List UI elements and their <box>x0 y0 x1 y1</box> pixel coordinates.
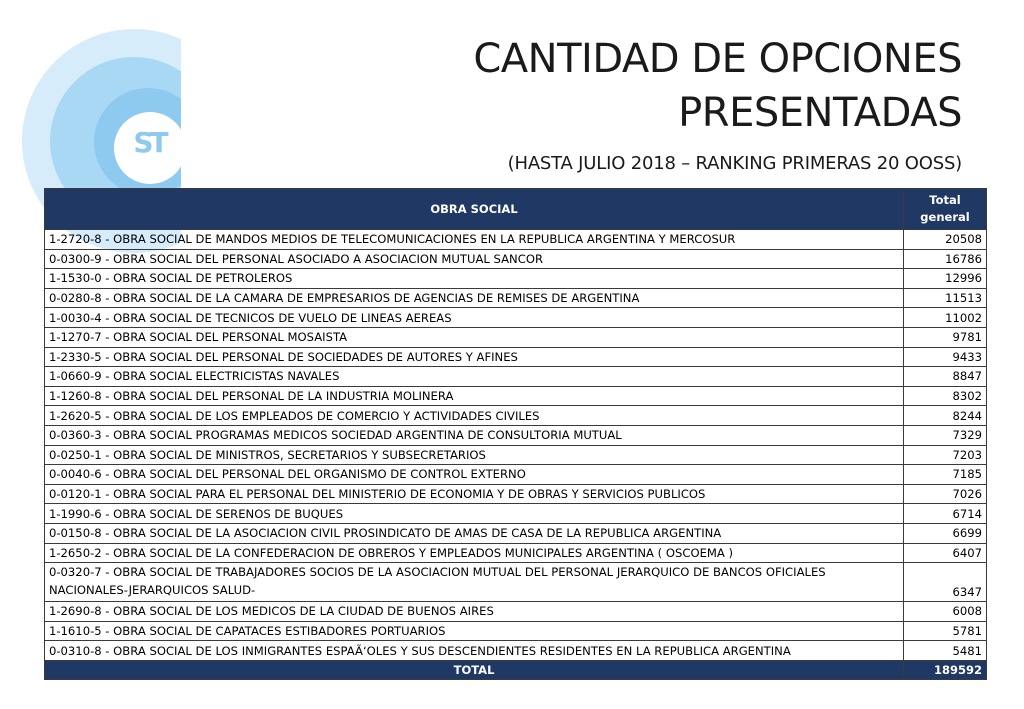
total-general-value: 6008 <box>904 602 987 622</box>
table-row <box>45 308 987 328</box>
table-row <box>45 386 987 406</box>
total-general-value: 7185 <box>904 465 987 485</box>
obra-social-name: 1-0660-9 - OBRA SOCIAL ELECTRICISTAS NAVALES <box>45 367 904 387</box>
table-row <box>45 484 987 504</box>
table-row <box>45 367 987 387</box>
table-row <box>45 327 987 347</box>
table-row <box>45 406 987 426</box>
total-general-value: 8244 <box>904 406 987 426</box>
total-general-value: 16786 <box>904 249 987 269</box>
table-row <box>45 504 987 524</box>
total-general-value: 7026 <box>904 484 987 504</box>
obra-social-name: 0-0300-9 - OBRA SOCIAL DEL PERSONAL ASOCIADO A ASOCIACION MUTUAL SANCOR <box>45 249 904 269</box>
total-general-value: 6347 <box>904 563 987 602</box>
table-row <box>45 347 987 367</box>
obra-social-name: 1-1260-8 - OBRA SOCIAL DEL PERSONAL DE LA INDUSTRIA MOLINERA <box>45 386 904 406</box>
title-line-2: PRESENTADAS <box>678 90 962 136</box>
total-general-value: 8302 <box>904 386 987 406</box>
obra-social-name: 0-0120-1 - OBRA SOCIAL PARA EL PERSONAL DEL MINISTERIO DE ECONOMIA Y DE OBRAS Y SERVICIOS PUBLICOS <box>45 484 904 504</box>
total-general-value: 5781 <box>904 621 987 641</box>
total-value: 189592 <box>904 660 987 679</box>
logo-text: ST <box>133 126 165 159</box>
obra-social-name: 0-0250-1 - OBRA SOCIAL DE MINISTROS, SECRETARIOS Y SUBSECRETARIOS <box>45 445 904 465</box>
table-row <box>45 288 987 308</box>
total-general-value: 6714 <box>904 504 987 524</box>
total-general-value: 20508 <box>904 230 987 250</box>
total-general-value: 9781 <box>904 327 987 347</box>
header-obra-social: OBRA SOCIAL <box>45 189 904 230</box>
obra-social-name: 1-1270-7 - OBRA SOCIAL DEL PERSONAL MOSAISTA <box>45 327 904 347</box>
total-general-value: 11513 <box>904 288 987 308</box>
total-general-value: 6699 <box>904 523 987 543</box>
table-body <box>45 230 987 661</box>
table-row <box>45 621 987 641</box>
obra-social-name: 0-0150-8 - OBRA SOCIAL DE LA ASOCIACION CIVIL PROSINDICATO DE AMAS DE CASA DE LA REPUBLICA ARGENTINA <box>45 523 904 543</box>
total-general-value: 12996 <box>904 269 987 289</box>
total-label: TOTAL <box>45 660 904 679</box>
obra-social-name: 0-0310-8 - OBRA SOCIAL DE LOS INMIGRANTES ESPAÃ‘OLES Y SUS DESCENDIENTES RESIDENTES EN LA REPUBLICA ARGENTINA <box>45 641 904 661</box>
table-row <box>45 230 987 250</box>
table-row <box>45 523 987 543</box>
obra-social-name: 1-2690-8 - OBRA SOCIAL DE LOS MEDICOS DE LA CIUDAD DE BUENOS AIRES <box>45 602 904 622</box>
table-row <box>45 543 987 563</box>
total-general-value: 5481 <box>904 641 987 661</box>
table-row <box>45 445 987 465</box>
table-row <box>45 641 987 661</box>
table-row <box>45 465 987 485</box>
obra-social-name: 1-2720-8 - OBRA SOCIAL DE MANDOS MEDIOS DE TELECOMUNICACIONES EN LA REPUBLICA ARGENTINA Y MERCOSUR <box>45 230 904 250</box>
obra-social-name: 1-0030-4 - OBRA SOCIAL DE TECNICOS DE VUELO DE LINEAS AEREAS <box>45 308 904 328</box>
total-general-value: 8847 <box>904 367 987 387</box>
total-general-value: 11002 <box>904 308 987 328</box>
obra-social-name: 1-2650-2 - OBRA SOCIAL DE LA CONFEDERACION DE OBREROS Y EMPLEADOS MUNICIPALES ARGENTINA ( OSCOEMA ) <box>45 543 904 563</box>
total-row <box>45 660 987 679</box>
obra-social-name: 1-2330-5 - OBRA SOCIAL DEL PERSONAL DE SOCIEDADES DE AUTORES Y AFINES <box>45 347 904 367</box>
obra-social-name: 1-2620-5 - OBRA SOCIAL DE LOS EMPLEADOS DE COMERCIO Y ACTIVIDADES CIVILES <box>45 406 904 426</box>
title-line-1: CANTIDAD DE OPCIONES <box>473 36 962 82</box>
page-title <box>473 32 962 140</box>
obra-social-name: 1-1990-6 - OBRA SOCIAL DE SERENOS DE BUQUES <box>45 504 904 524</box>
obra-social-name: 0-0280-8 - OBRA SOCIAL DE LA CAMARA DE EMPRESARIOS DE AGENCIAS DE REMISES DE ARGENTINA <box>45 288 904 308</box>
obra-social-name: 1-1610-5 - OBRA SOCIAL DE CAPATACES ESTIBADORES PORTUARIOS <box>45 621 904 641</box>
obra-social-name: 0-0040-6 - OBRA SOCIAL DEL PERSONAL DEL ORGANISMO DE CONTROL EXTERNO <box>45 465 904 485</box>
total-general-value: 6407 <box>904 543 987 563</box>
obra-social-name: 0-0320-7 - OBRA SOCIAL DE TRABAJADORES SOCIOS DE LA ASOCIACION MUTUAL DEL PERSONAL JERARQUICO DE BANCOS OFICIALES NACIONALES-JERARQUICOS SALUD- <box>45 563 904 602</box>
header-total-general: Total general <box>904 189 987 230</box>
table-row <box>45 269 987 289</box>
total-general-value: 7329 <box>904 425 987 445</box>
table-row <box>45 602 987 622</box>
obra-social-name: 1-1530-0 - OBRA SOCIAL DE PETROLEROS <box>45 269 904 289</box>
table-row <box>45 425 987 445</box>
table-header <box>45 189 987 230</box>
total-general-value: 7203 <box>904 445 987 465</box>
table-row <box>45 249 987 269</box>
page-subtitle: (HASTA JULIO 2018 – RANKING PRIMERAS 20 OOSS) <box>507 153 962 174</box>
total-general-value: 9433 <box>904 347 987 367</box>
table-row <box>45 563 987 602</box>
obra-social-name: 0-0360-3 - OBRA SOCIAL PROGRAMAS MEDICOS SOCIEDAD ARGENTINA DE CONSULTORIA MUTUAL <box>45 425 904 445</box>
ranking-table <box>44 188 987 680</box>
